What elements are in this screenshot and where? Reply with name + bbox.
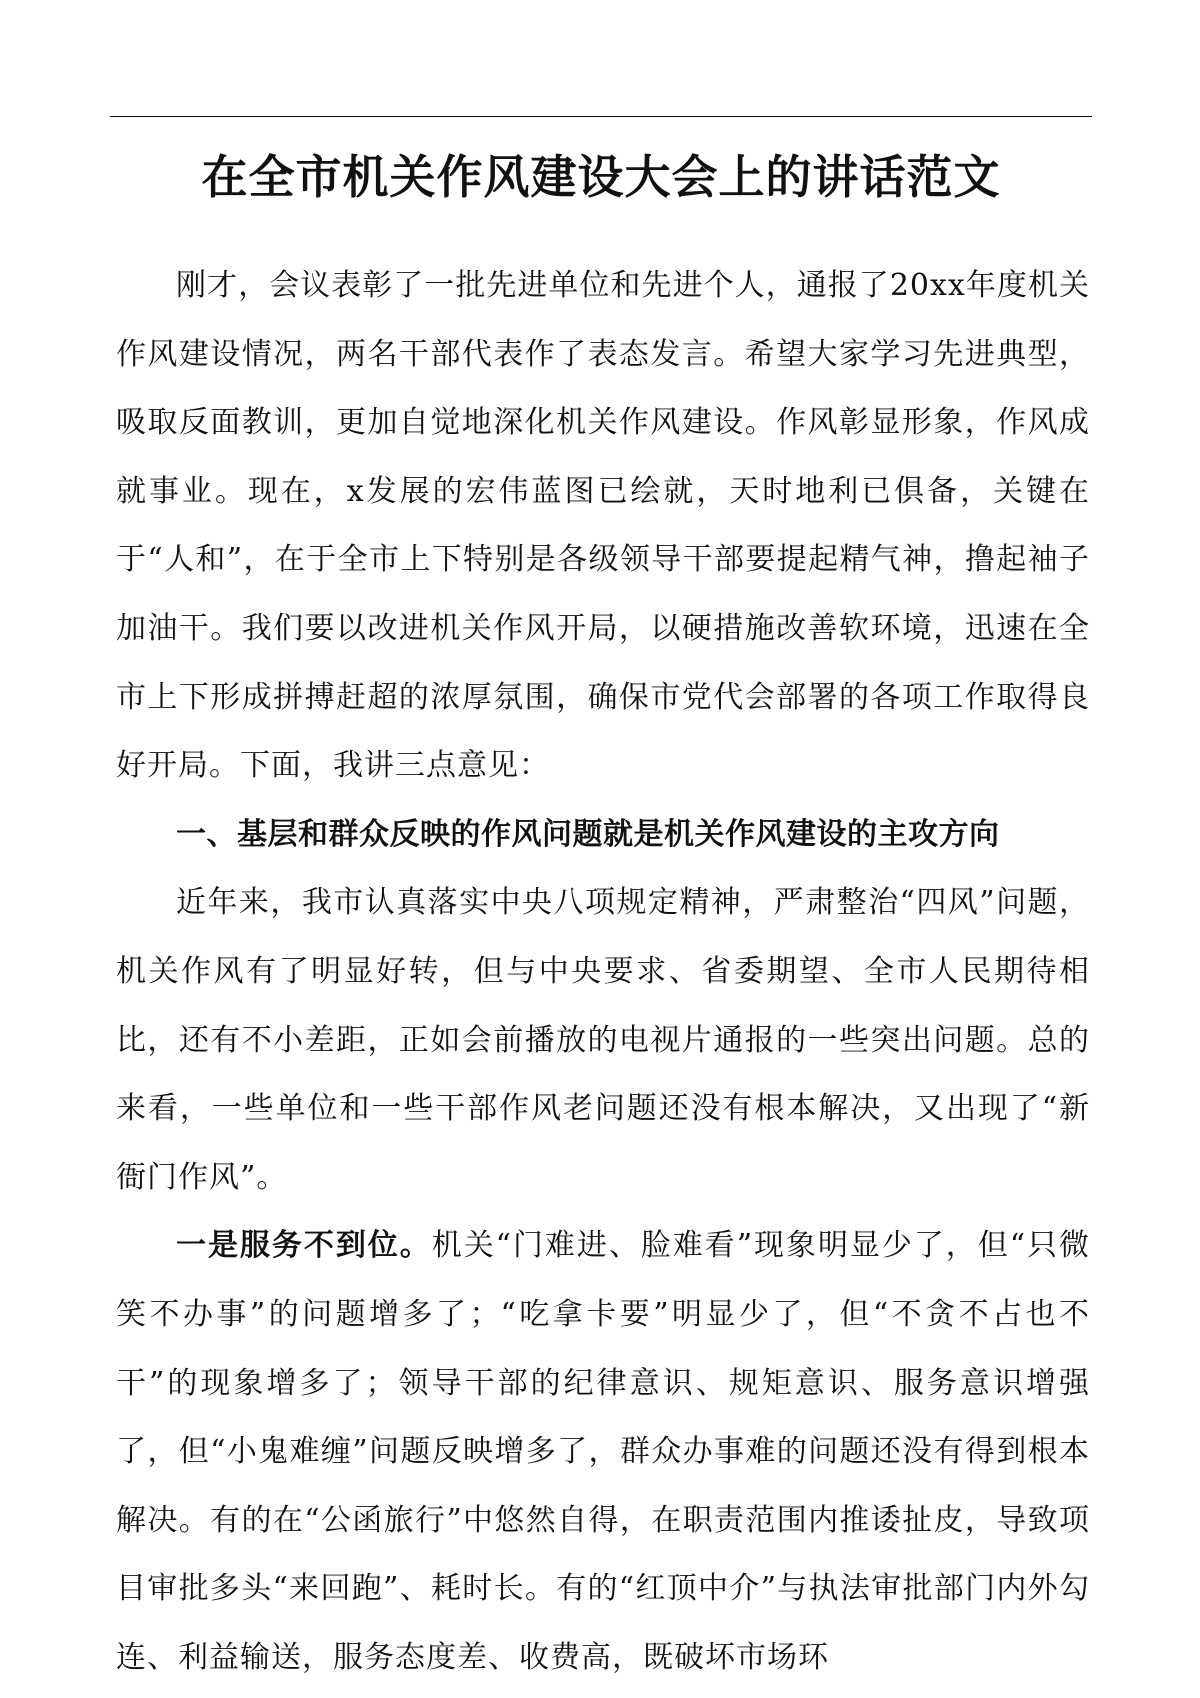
section-1-paragraph: 近年来，我市认真落实中央八项规定精神，严肃整治“四风”问题，机关作风有了明显好转，但与中央要求、省委期望、全市人民期待相比，还有不小差距，正如会前播放的电视片通报的一些突出问题。总的来看，一些单位和一些干部作风老问题还没有根本解决，又出现了“新衙门作风”。 [116, 885, 1090, 1195]
point-1-lead: 一是服务不到位。 [176, 1228, 432, 1264]
header-rule [110, 116, 1092, 117]
point-1-paragraph [116, 1212, 1090, 1692]
document-title: 在全市机关作风建设大会上的讲话范文 [201, 150, 1001, 204]
section-heading-1: 一、基层和群众反映的作风问题就是机关作风建设的主攻方向 [176, 816, 1000, 852]
document-body [116, 252, 1090, 1692]
intro-paragraph: 刚才，会议表彰了一批先进单位和先进个人，通报了20xx年度机关作风建设情况，两名干部代表作了表态发言。希望大家学习先进典型，吸取反面教训，更加自觉地深化机关作风建设。作风彰显形象，作风成就事业。现在，x发展的宏伟蓝图已绘就，天时地利已俱备，关键在于“人和”，在于全市上下特别是各级领导干部要提起精气神，撸起袖子加油干。我们要以改进机关作风开局，以硬措施改善软环境，迅速在全市上下形成拼搏赶超的浓厚氛围，确保市党代会部署的各项工作取得良好开局。下面，我讲三点意见： [116, 268, 1090, 784]
point-1-text: 机关“门难进、脸难看”现象明显少了，但“只微笑不办事”的问题增多了；“吃拿卡要”明显少了，但“不贪不占也不干”的现象增多了；领导干部的纪律意识、规矩意识、服务意识增强了，但“小鬼难缠”问题反映增多了，群众办事难的问题还没有得到根本解决。有的在“公函旅行”中悠然自得，在职责范围内推诿扯皮，导致项目审批多头“来回跑”、耗时长。有的“红顶中介”与执法审批部门内外勾连、利益输送，服务态度差、收费高，既破坏市场环 [116, 1228, 1091, 1675]
